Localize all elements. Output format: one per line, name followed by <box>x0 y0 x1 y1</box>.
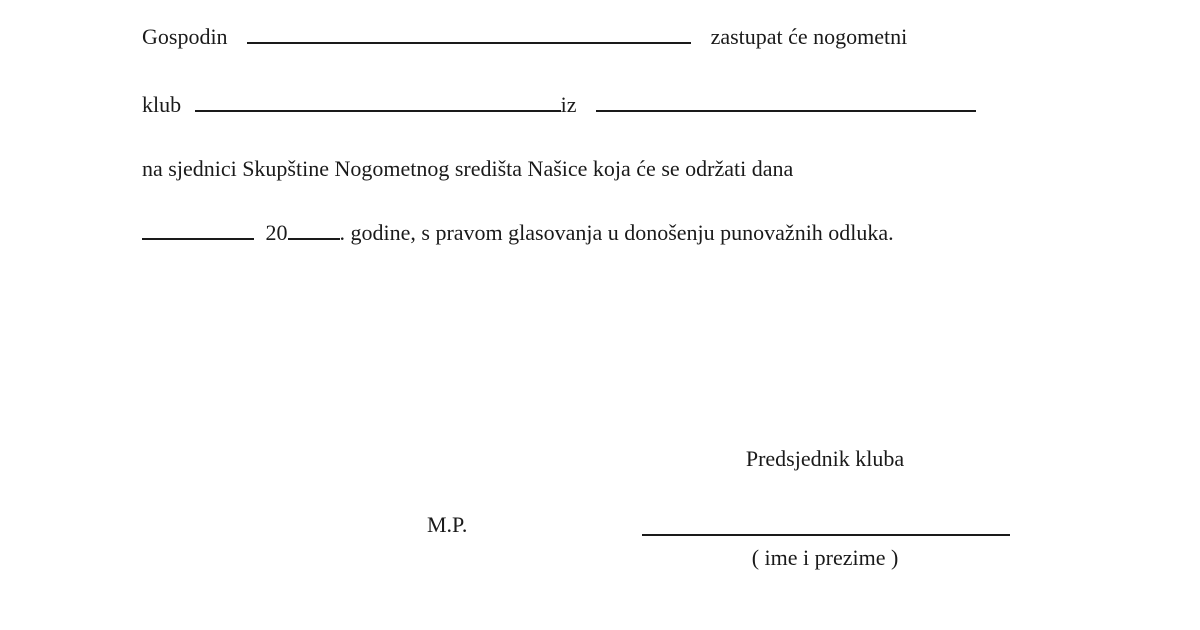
form-line-date <box>142 220 894 246</box>
blank-representative-name <box>247 24 691 44</box>
form-line-representative <box>142 24 907 50</box>
form-line-meeting <box>142 156 793 182</box>
meeting-text: na sjednici Skupštine Nogometnog središta Našice koja će se održati dana <box>142 156 794 181</box>
label-year-prefix: 20 <box>265 220 288 245</box>
form-line-club <box>142 92 976 118</box>
stamp-label: M.P. <box>427 512 468 537</box>
label-gospodin: Gospodin <box>142 24 228 49</box>
label-klub: klub <box>142 92 182 117</box>
voting-text: . godine, s pravom glasovanja u donošenju punovažnih odluka. <box>339 220 894 245</box>
signature-title: Predsjednik kluba <box>745 446 905 471</box>
signature-line <box>642 534 1010 536</box>
signature-caption: ( ime i prezime ) <box>751 545 899 570</box>
label-zastupat: zastupat će nogometni <box>710 24 908 49</box>
blank-club-name <box>195 92 561 112</box>
label-iz: iz <box>560 92 577 117</box>
blank-date <box>142 220 254 240</box>
blank-year <box>288 220 340 240</box>
blank-club-location <box>596 92 976 112</box>
